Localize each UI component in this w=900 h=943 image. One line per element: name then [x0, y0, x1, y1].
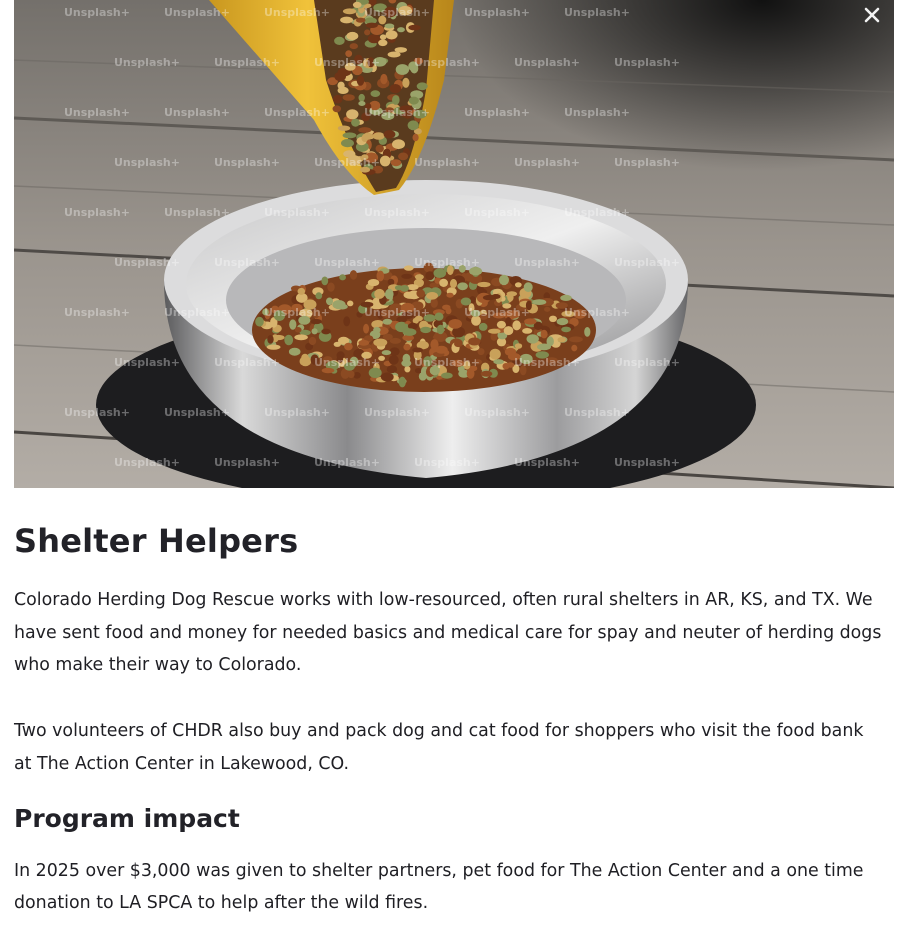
svg-text:Unsplash+: Unsplash+	[514, 356, 580, 369]
svg-text:Unsplash+: Unsplash+	[64, 6, 130, 19]
svg-text:Unsplash+: Unsplash+	[214, 456, 280, 469]
close-icon	[860, 3, 884, 27]
svg-text:Unsplash+: Unsplash+	[414, 356, 480, 369]
svg-text:Unsplash+: Unsplash+	[564, 206, 630, 219]
svg-text:Unsplash+: Unsplash+	[364, 306, 430, 319]
svg-text:Unsplash+: Unsplash+	[214, 156, 280, 169]
impact-title: Program impact	[14, 803, 240, 833]
svg-text:Unsplash+: Unsplash+	[414, 256, 480, 269]
svg-text:Unsplash+: Unsplash+	[214, 56, 280, 69]
svg-text:Unsplash+: Unsplash+	[114, 56, 180, 69]
svg-text:Unsplash+: Unsplash+	[564, 106, 630, 119]
section-paragraph: Two volunteers of CHDR also buy and pack dog and cat food for shoppers who visit the food bank at The Action Center in Lakewood, CO.	[14, 721, 864, 774]
svg-text:Unsplash+: Unsplash+	[114, 356, 180, 369]
svg-text:Unsplash+: Unsplash+	[464, 406, 530, 419]
svg-text:Unsplash+: Unsplash+	[364, 206, 430, 219]
svg-text:Unsplash+: Unsplash+	[514, 56, 580, 69]
svg-text:Unsplash+: Unsplash+	[164, 406, 230, 419]
section-paragraph: Colorado Herding Dog Rescue works with low-resourced, often rural shelters in AR, KS, and TX. We have sent food and money for needed basics and medical care for spay and neuter of herding dogs who make their way to Colorado.	[14, 590, 882, 676]
svg-text:Unsplash+: Unsplash+	[464, 306, 530, 319]
svg-text:Unsplash+: Unsplash+	[364, 6, 430, 19]
svg-text:Unsplash+: Unsplash+	[114, 256, 180, 269]
svg-text:Unsplash+: Unsplash+	[514, 256, 580, 269]
svg-text:Unsplash+: Unsplash+	[614, 456, 680, 469]
svg-text:Unsplash+: Unsplash+	[64, 406, 130, 419]
svg-text:Unsplash+: Unsplash+	[614, 356, 680, 369]
svg-text:Unsplash+: Unsplash+	[364, 106, 430, 119]
svg-text:Unsplash+: Unsplash+	[114, 156, 180, 169]
svg-text:Unsplash+: Unsplash+	[164, 106, 230, 119]
svg-text:Unsplash+: Unsplash+	[464, 6, 530, 19]
svg-text:Unsplash+: Unsplash+	[214, 356, 280, 369]
svg-text:Unsplash+: Unsplash+	[264, 306, 330, 319]
svg-text:Unsplash+: Unsplash+	[164, 206, 230, 219]
svg-text:Unsplash+: Unsplash+	[264, 206, 330, 219]
svg-text:Unsplash+: Unsplash+	[164, 6, 230, 19]
svg-text:Unsplash+: Unsplash+	[264, 106, 330, 119]
svg-text:Unsplash+: Unsplash+	[314, 56, 380, 69]
svg-text:Unsplash+: Unsplash+	[314, 256, 380, 269]
svg-text:Unsplash+: Unsplash+	[514, 156, 580, 169]
svg-text:Unsplash+: Unsplash+	[464, 206, 530, 219]
section-title: Shelter Helpers	[14, 522, 299, 560]
svg-text:Unsplash+: Unsplash+	[314, 456, 380, 469]
svg-text:Unsplash+: Unsplash+	[514, 456, 580, 469]
dog-food-bowl-photo	[14, 0, 894, 488]
svg-text:Unsplash+: Unsplash+	[414, 156, 480, 169]
svg-text:Unsplash+: Unsplash+	[464, 106, 530, 119]
svg-text:Unsplash+: Unsplash+	[614, 256, 680, 269]
impact-text: In 2025 over $3,000 was given to shelter partners, pet food for The Action Center and a one time donation to LA SPCA to help after the wild fires.	[14, 860, 864, 914]
svg-text:Unsplash+: Unsplash+	[614, 56, 680, 69]
svg-text:Unsplash+: Unsplash+	[64, 206, 130, 219]
svg-text:Unsplash+: Unsplash+	[414, 56, 480, 69]
content	[14, 518, 886, 920]
svg-text:Unsplash+: Unsplash+	[564, 406, 630, 419]
svg-text:Unsplash+: Unsplash+	[164, 306, 230, 319]
svg-text:Unsplash+: Unsplash+	[214, 256, 280, 269]
hero-image	[14, 0, 894, 488]
svg-text:Unsplash+: Unsplash+	[564, 306, 630, 319]
svg-text:Unsplash+: Unsplash+	[64, 306, 130, 319]
svg-text:Unsplash+: Unsplash+	[64, 106, 130, 119]
svg-text:Unsplash+: Unsplash+	[264, 6, 330, 19]
svg-text:Unsplash+: Unsplash+	[314, 156, 380, 169]
svg-text:Unsplash+: Unsplash+	[364, 406, 430, 419]
svg-text:Unsplash+: Unsplash+	[564, 6, 630, 19]
close-button[interactable]	[860, 3, 884, 27]
svg-text:Unsplash+: Unsplash+	[614, 156, 680, 169]
svg-text:Unsplash+: Unsplash+	[414, 456, 480, 469]
svg-text:Unsplash+: Unsplash+	[114, 456, 180, 469]
svg-text:Unsplash+: Unsplash+	[264, 406, 330, 419]
svg-text:Unsplash+: Unsplash+	[314, 356, 380, 369]
